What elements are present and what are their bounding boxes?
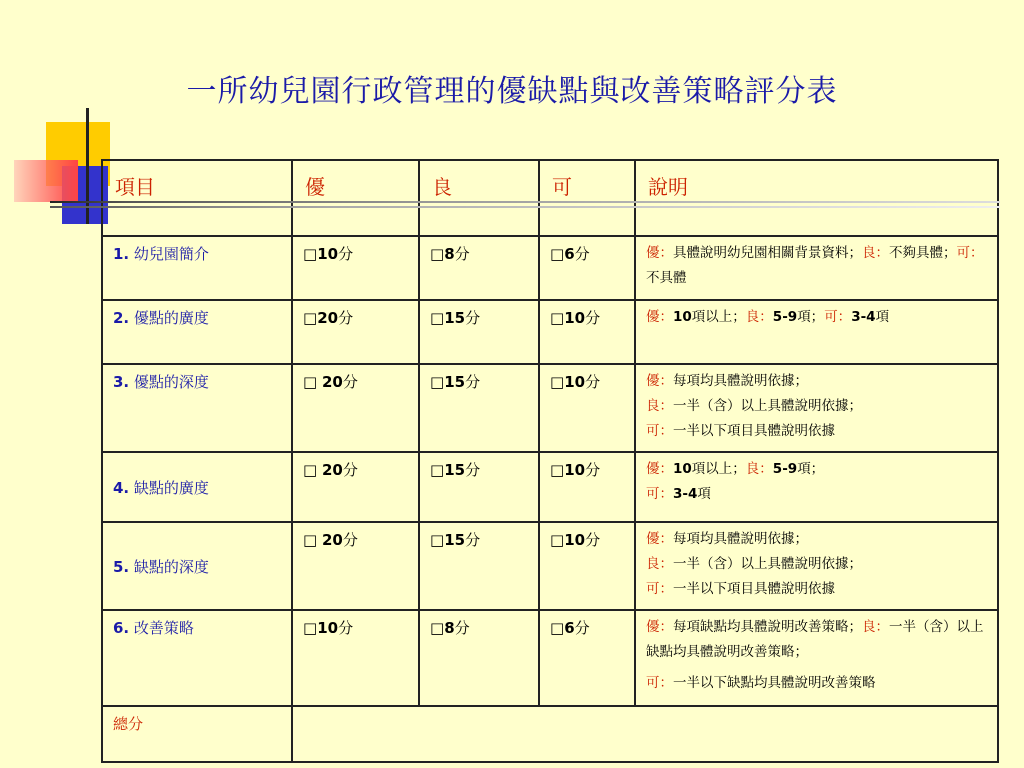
checkbox-icon: □ <box>550 461 565 479</box>
score-unit: 分 <box>338 245 354 263</box>
desc-text: 項； <box>797 461 825 477</box>
tag-fair: 可： <box>824 309 852 325</box>
desc-number: 10 <box>673 309 692 325</box>
item-label: 幼兒園簡介 <box>133 245 209 263</box>
table-header-row <box>102 160 998 236</box>
total-value-cell[interactable] <box>292 706 998 762</box>
tag-good: 良： <box>745 309 773 325</box>
checkbox-icon: □ <box>430 245 445 263</box>
desc-number: 3-4 <box>673 486 698 502</box>
score-good[interactable] <box>419 522 539 610</box>
description-cell <box>635 522 998 610</box>
score-unit: 分 <box>585 531 601 549</box>
table-row <box>102 452 998 522</box>
score-value: 10 <box>564 461 586 479</box>
checkbox-icon: □ <box>550 245 565 263</box>
score-unit: 分 <box>342 531 358 549</box>
score-excellent[interactable] <box>292 522 419 610</box>
total-row <box>102 706 998 762</box>
desc-line <box>646 615 987 665</box>
score-unit: 分 <box>454 619 470 637</box>
score-fair[interactable] <box>539 610 635 706</box>
header-fair: 可 <box>539 160 635 236</box>
checkbox-icon: □ <box>430 309 445 327</box>
desc-text: 每項缺點均具體說明改善策略； <box>673 619 862 635</box>
desc-text: 每項均具體說明依據； <box>673 373 808 389</box>
score-value: 15 <box>444 309 466 327</box>
score-excellent[interactable] <box>292 236 419 300</box>
table-row <box>102 300 998 364</box>
score-value: 20 <box>321 373 343 391</box>
desc-text: 項； <box>797 309 825 325</box>
checkbox-icon: □ <box>430 461 445 479</box>
score-unit: 分 <box>338 309 354 327</box>
checkbox-icon: □ <box>430 531 445 549</box>
description-cell <box>635 452 998 522</box>
score-value: 10 <box>317 619 339 637</box>
score-value: 10 <box>564 531 586 549</box>
score-good[interactable] <box>419 300 539 364</box>
tag-good: 良： <box>862 619 889 635</box>
desc-text: 一半（含）以上具體說明依據； <box>673 556 862 572</box>
table-row <box>102 236 998 300</box>
checkbox-icon: □ <box>303 245 318 263</box>
item-number: 4. <box>113 478 130 497</box>
score-fair[interactable] <box>539 300 635 364</box>
score-unit: 分 <box>338 619 354 637</box>
score-unit: 分 <box>465 531 481 549</box>
score-value: 10 <box>564 373 586 391</box>
score-value: 10 <box>564 309 586 327</box>
item-cell <box>102 452 292 522</box>
red-gradient-decoration <box>14 160 78 202</box>
score-unit: 分 <box>465 461 481 479</box>
tag-excellent: 優： <box>646 531 673 547</box>
desc-text: 項 <box>697 486 711 502</box>
description-cell <box>635 610 998 706</box>
desc-line <box>646 577 987 602</box>
item-cell <box>102 300 292 364</box>
score-unit: 分 <box>454 245 470 263</box>
score-excellent[interactable] <box>292 364 419 452</box>
score-unit: 分 <box>574 619 590 637</box>
desc-text: 項 <box>875 309 890 325</box>
item-label: 缺點的廣度 <box>133 478 209 497</box>
desc-line <box>646 552 987 577</box>
score-unit: 分 <box>585 309 601 327</box>
tag-excellent: 優： <box>646 373 673 389</box>
score-fair[interactable] <box>539 452 635 522</box>
score-unit: 分 <box>574 245 590 263</box>
score-fair[interactable] <box>539 364 635 452</box>
score-value: 6 <box>564 619 575 637</box>
tag-excellent: 優： <box>646 245 673 261</box>
desc-text: 項以上； <box>691 461 746 477</box>
score-fair[interactable] <box>539 236 635 300</box>
checkbox-icon: □ <box>303 531 322 549</box>
item-number: 5. <box>113 557 130 576</box>
item-cell <box>102 236 292 300</box>
desc-text: 一半（含）以上缺點均具體說明改善策略； <box>646 619 984 660</box>
checkbox-icon: □ <box>550 309 565 327</box>
score-value: 15 <box>444 461 466 479</box>
tag-good: 良： <box>745 461 773 477</box>
checkbox-icon: □ <box>303 373 322 391</box>
item-cell <box>102 522 292 610</box>
tag-fair: 可： <box>956 245 984 261</box>
horizontal-line-decoration <box>50 201 1000 203</box>
desc-line <box>646 482 987 507</box>
item-label: 缺點的深度 <box>133 557 209 576</box>
score-unit: 分 <box>342 461 358 479</box>
item-label: 優點的深度 <box>133 373 209 391</box>
desc-number: 3-4 <box>851 309 876 325</box>
tag-good: 良： <box>646 398 673 414</box>
desc-number: 5-9 <box>772 461 798 477</box>
description-cell <box>635 300 998 364</box>
score-value: 10 <box>317 245 339 263</box>
score-fair[interactable] <box>539 522 635 610</box>
desc-text: 項以上； <box>691 309 746 325</box>
item-number: 3. <box>113 373 130 391</box>
description-cell <box>635 236 998 300</box>
desc-number: 5-9 <box>772 309 798 325</box>
desc-text: 一半以下項目具體說明依據 <box>673 423 835 439</box>
score-good[interactable] <box>419 610 539 706</box>
checkbox-icon: □ <box>550 619 565 637</box>
item-number: 2. <box>113 309 130 327</box>
desc-number: 10 <box>673 461 692 477</box>
checkbox-icon: □ <box>303 619 318 637</box>
page-title: 一所幼兒園行政管理的優缺點與改善策略評分表 <box>186 74 838 109</box>
header-item: 項目 <box>102 160 292 236</box>
total-label: 總分 <box>102 706 292 762</box>
table-row <box>102 364 998 452</box>
score-value: 20 <box>321 461 343 479</box>
desc-line <box>646 419 987 444</box>
item-label: 改善策略 <box>133 619 194 637</box>
desc-text: 一半以下項目具體說明依據 <box>673 581 835 597</box>
horizontal-line-decoration <box>50 206 1000 208</box>
score-excellent[interactable] <box>292 610 419 706</box>
score-unit: 分 <box>585 373 601 391</box>
score-excellent[interactable] <box>292 452 419 522</box>
header-excellent: 優 <box>292 160 419 236</box>
score-good[interactable] <box>419 236 539 300</box>
tag-excellent: 優： <box>646 619 673 635</box>
score-value: 20 <box>321 531 343 549</box>
header-description: 說明 <box>635 160 998 236</box>
tag-fair: 可： <box>646 675 673 691</box>
desc-line <box>646 457 987 482</box>
score-unit: 分 <box>465 373 481 391</box>
desc-text: 一半以下缺點均具體說明改善策略 <box>673 675 876 691</box>
score-unit: 分 <box>342 373 358 391</box>
desc-text: 每項均具體說明依據； <box>673 531 808 547</box>
table-row <box>102 522 998 610</box>
desc-line <box>646 527 987 552</box>
checkbox-icon: □ <box>550 373 565 391</box>
score-good[interactable] <box>419 452 539 522</box>
checkbox-icon: □ <box>430 619 445 637</box>
checkbox-icon: □ <box>550 531 565 549</box>
score-value: 8 <box>444 245 455 263</box>
desc-line <box>646 369 987 394</box>
tag-fair: 可： <box>646 581 673 597</box>
tag-excellent: 優： <box>646 309 673 325</box>
table-row <box>102 610 998 706</box>
checkbox-icon: □ <box>430 373 445 391</box>
score-value: 20 <box>317 309 339 327</box>
checkbox-icon: □ <box>303 461 322 479</box>
score-value: 15 <box>444 373 466 391</box>
item-cell <box>102 364 292 452</box>
desc-text: 不具體 <box>646 270 687 286</box>
score-table <box>101 159 999 763</box>
score-unit: 分 <box>585 461 601 479</box>
description-cell <box>635 364 998 452</box>
item-label: 優點的廣度 <box>133 309 209 327</box>
desc-text: 具體說明幼兒園相關背景資料； <box>673 245 862 261</box>
item-number: 6. <box>113 619 130 637</box>
tag-good: 良： <box>862 245 889 261</box>
header-good: 良 <box>419 160 539 236</box>
tag-good: 良： <box>646 556 673 572</box>
score-good[interactable] <box>419 364 539 452</box>
tag-fair: 可： <box>646 486 673 502</box>
score-value: 6 <box>564 245 575 263</box>
checkbox-icon: □ <box>303 309 318 327</box>
score-value: 15 <box>444 531 466 549</box>
score-value: 8 <box>444 619 455 637</box>
desc-text: 一半（含）以上具體說明依據； <box>673 398 862 414</box>
item-number: 1. <box>113 245 130 263</box>
desc-line <box>646 671 987 696</box>
desc-line <box>646 394 987 419</box>
score-excellent[interactable] <box>292 300 419 364</box>
tag-excellent: 優： <box>646 461 673 477</box>
desc-text: 不夠具體； <box>889 245 957 261</box>
item-cell <box>102 610 292 706</box>
tag-fair: 可： <box>646 423 673 439</box>
score-unit: 分 <box>465 309 481 327</box>
